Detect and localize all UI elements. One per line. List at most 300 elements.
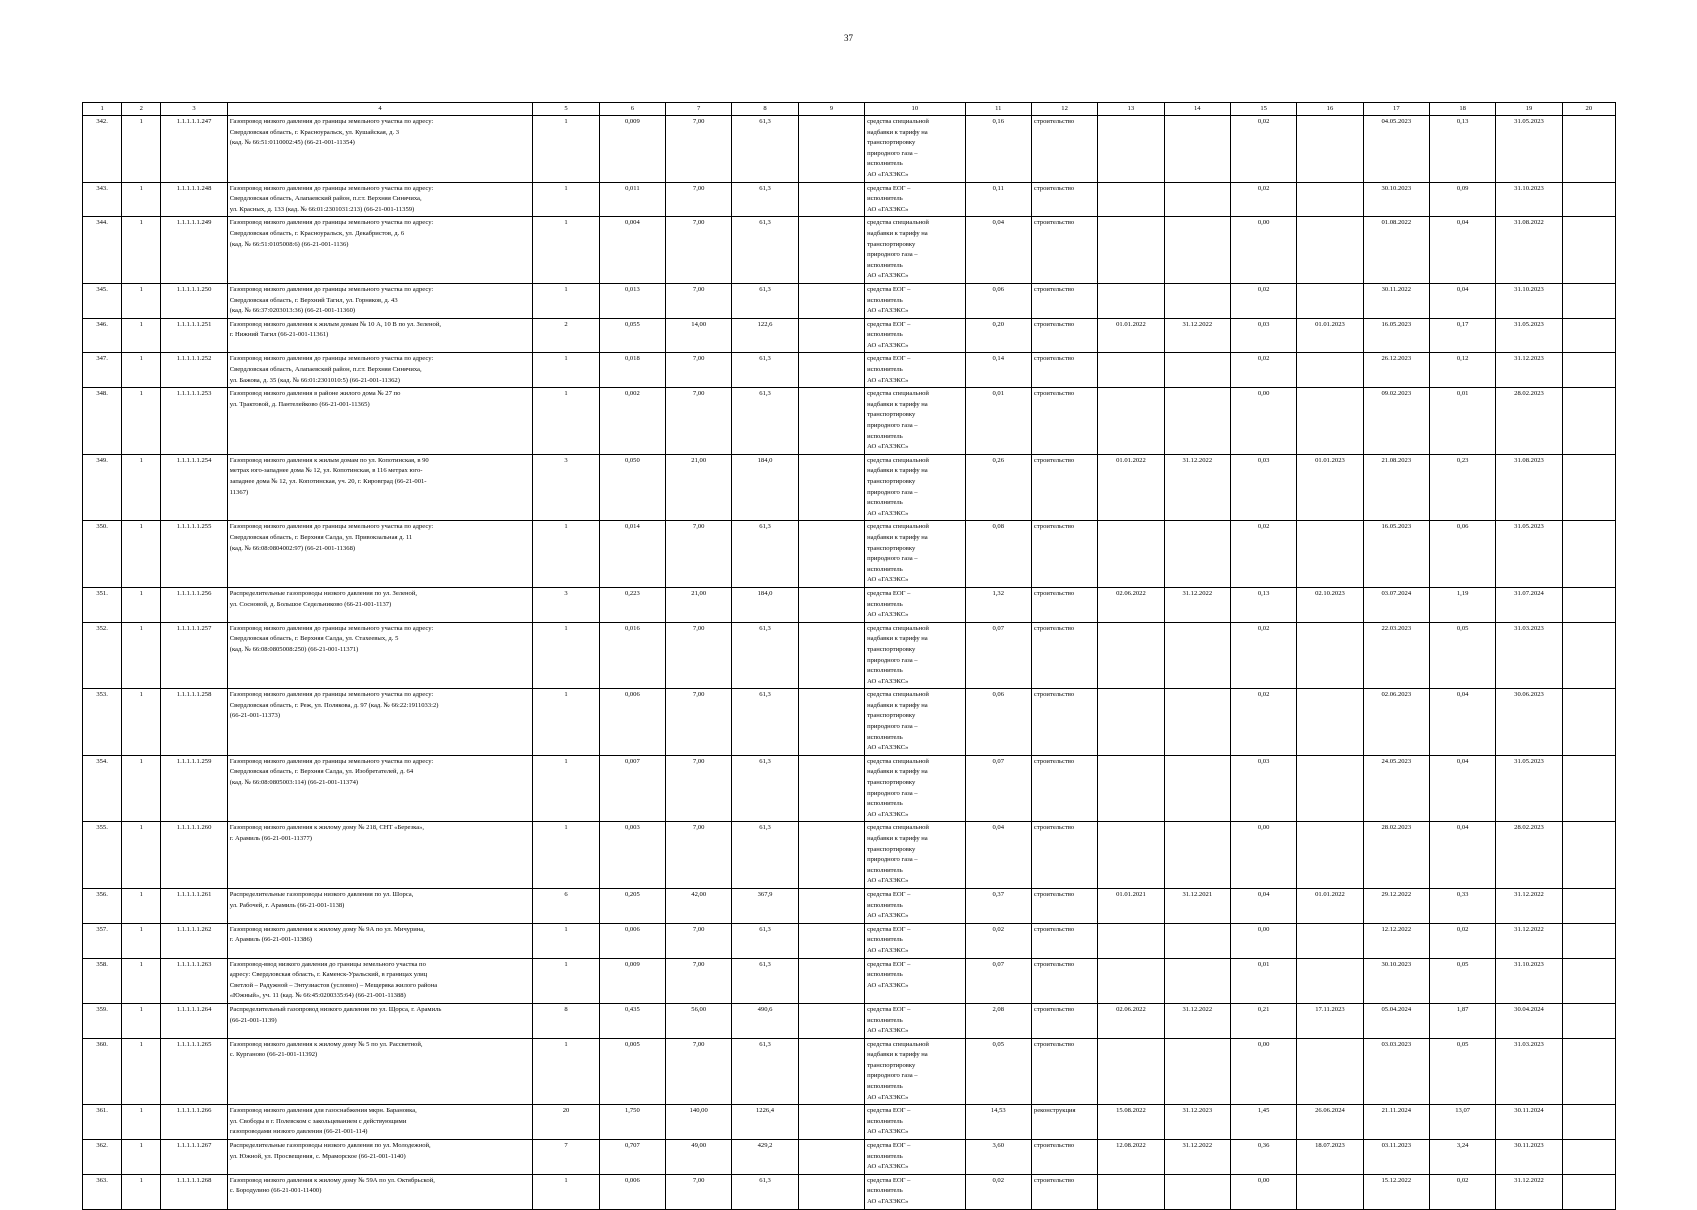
column-8-cell: 122,6	[732, 318, 798, 353]
column-8-cell: 490,6	[732, 1003, 798, 1038]
cost-cell: 3,60	[965, 1140, 1031, 1175]
object-description-line: Газопровод низкого давления до границы земельного участка по адресу:	[229, 184, 434, 192]
column-5-cell: 1	[533, 353, 599, 388]
commissioning-date-cell: 30.06.2023	[1496, 689, 1562, 756]
funding-source-line: исполнитель	[867, 499, 903, 507]
length-cell: 0,011	[599, 182, 665, 217]
column-9-cell	[798, 689, 864, 756]
row-number-cell: 357.	[83, 923, 122, 958]
funding-source-line: природного газа –	[867, 422, 918, 430]
table-row	[83, 689, 1616, 756]
table-row	[83, 1105, 1616, 1140]
funding-source-cell	[865, 116, 966, 183]
object-description-line: ул. Свободы в г. Полевском с закольцеванием с действующими	[229, 1117, 407, 1125]
object-code-cell: 1.1.1.1.1.255	[161, 521, 227, 588]
construction-start-cell: 18.07.2023	[1297, 1140, 1363, 1175]
column-7-cell: 21,00	[666, 587, 732, 622]
object-code-cell: 1.1.1.1.1.252	[161, 353, 227, 388]
column-20-cell	[1562, 217, 1615, 284]
construction-start-cell: 26.06.2024	[1297, 1105, 1363, 1140]
design-start-cell	[1098, 116, 1164, 183]
table-row	[83, 755, 1616, 822]
table-row	[83, 318, 1616, 353]
design-start-cell	[1098, 958, 1164, 1003]
commissioning-date-cell: 31.05.2023	[1496, 755, 1562, 822]
commissioning-date-cell: 31.10.2023	[1496, 182, 1562, 217]
object-code-cell: 1.1.1.1.1.247	[161, 116, 227, 183]
object-code-cell: 1.1.1.1.1.266	[161, 1105, 227, 1140]
table-row	[83, 353, 1616, 388]
column-20-cell	[1562, 755, 1615, 822]
object-description-line: Распределительные газопроводы низкого давления по ул. Шорса,	[229, 890, 414, 898]
column-2-cell: 1	[122, 217, 161, 284]
funding-source-line: исполнитель	[867, 733, 903, 741]
object-description-line: Газопровод низкого давления к жилому дому № 218, СНТ «Березка»,	[229, 824, 425, 832]
column-2-cell: 1	[122, 1003, 161, 1038]
construction-cost-cell: 0,06	[1429, 521, 1495, 588]
column-9-cell	[798, 283, 864, 318]
column-number-cell: 8	[732, 103, 798, 116]
column-number-cell: 19	[1496, 103, 1562, 116]
table-row	[83, 283, 1616, 318]
table-row	[83, 217, 1616, 284]
object-description-line: Свердловская область, г. Реж, ул. Полякова, д. 97 (кад. № 66:22:1911033:2)	[229, 701, 439, 709]
construction-cost-cell: 0,17	[1429, 318, 1495, 353]
design-start-cell	[1098, 1174, 1164, 1209]
cost-cell: 0,06	[965, 689, 1031, 756]
column-8-cell: 61,3	[732, 958, 798, 1003]
design-cost-cell: 0,13	[1230, 587, 1296, 622]
object-description-cell	[227, 353, 533, 388]
construction-start-cell	[1297, 1174, 1363, 1209]
column-7-cell: 7,00	[666, 958, 732, 1003]
column-8-cell: 1226,4	[732, 1105, 798, 1140]
commissioning-date-cell: 31.03.2023	[1496, 622, 1562, 689]
design-end-cell	[1164, 923, 1230, 958]
commissioning-date-cell: 31.12.2022	[1496, 1174, 1562, 1209]
object-description-line: «Южный», уч. 11 (кад. № 66:45:0200335:64) (66-21-001-11388)	[229, 992, 406, 1000]
column-9-cell	[798, 622, 864, 689]
funding-source-cell	[865, 521, 966, 588]
column-number-cell: 5	[533, 103, 599, 116]
design-cost-cell: 0,03	[1230, 454, 1296, 521]
construction-start-cell	[1297, 755, 1363, 822]
object-description-line: метрах юго-западнее дома № 12, ул. Копотинская, в 116 метрах юго-	[229, 467, 423, 475]
object-code-cell: 1.1.1.1.1.260	[161, 822, 227, 889]
object-description-line: Свердловская область, г. Верхний Тагил, ул. Горняков, д. 43	[229, 296, 398, 304]
object-description-cell	[227, 116, 533, 183]
commissioning-date-cell: 30.04.2024	[1496, 1003, 1562, 1038]
construction-end-cell: 03.07.2024	[1363, 587, 1429, 622]
object-description-cell	[227, 622, 533, 689]
design-start-cell	[1098, 182, 1164, 217]
row-number-cell: 348.	[83, 388, 122, 455]
object-code-cell: 1.1.1.1.1.267	[161, 1140, 227, 1175]
funding-source-line: природного газа –	[867, 555, 918, 563]
construction-start-cell	[1297, 283, 1363, 318]
column-9-cell	[798, 454, 864, 521]
column-number-cell: 11	[965, 103, 1031, 116]
construction-cost-cell: 0,04	[1429, 283, 1495, 318]
design-start-cell	[1098, 822, 1164, 889]
column-9-cell	[798, 587, 864, 622]
row-number-cell: 361.	[83, 1105, 122, 1140]
funding-source-line: средства специальной	[867, 118, 929, 125]
column-5-cell: 1	[533, 958, 599, 1003]
funding-source-line: природного газа –	[867, 1072, 918, 1080]
funding-source-line: средства специальной	[867, 390, 929, 398]
column-number-cell: 4	[227, 103, 533, 116]
column-5-cell: 1	[533, 182, 599, 217]
construction-end-cell: 05.04.2024	[1363, 1003, 1429, 1038]
column-8-cell: 184,0	[732, 587, 798, 622]
funding-source-line: исполнитель	[867, 296, 903, 304]
object-description-cell	[227, 454, 533, 521]
cost-cell: 0,05	[965, 1038, 1031, 1105]
construction-start-cell: 02.10.2023	[1297, 587, 1363, 622]
column-5-cell: 7	[533, 1140, 599, 1175]
funding-source-line: АО «ГАЗЭКС»	[867, 677, 909, 685]
column-8-cell: 61,3	[732, 755, 798, 822]
funding-source-line: транспортировку	[867, 240, 916, 248]
row-number-cell: 352.	[83, 622, 122, 689]
funding-source-line: средства специальной	[867, 219, 929, 227]
funding-source-cell	[865, 888, 966, 923]
commissioning-date-cell: 28.02.2023	[1496, 822, 1562, 889]
column-number-cell: 20	[1562, 103, 1615, 116]
funding-source-line: исполнитель	[867, 1152, 903, 1160]
column-2-cell: 1	[122, 116, 161, 183]
column-number-cell: 1	[83, 103, 122, 116]
row-number-cell: 363.	[83, 1174, 122, 1209]
funding-source-line: природного газа –	[867, 149, 918, 157]
design-end-cell	[1164, 182, 1230, 217]
work-type-cell: реконструкция	[1031, 1105, 1097, 1140]
funding-source-cell	[865, 217, 966, 284]
construction-cost-cell: 0,05	[1429, 622, 1495, 689]
construction-start-cell	[1297, 822, 1363, 889]
column-9-cell	[798, 217, 864, 284]
funding-source-line: АО «ГАЗЭКС»	[867, 744, 909, 752]
column-7-cell: 7,00	[666, 923, 732, 958]
column-7-cell: 42,00	[666, 888, 732, 923]
object-description-cell	[227, 1105, 533, 1140]
object-description-line: Газопровод низкого давления до границы земельного участка по адресу:	[229, 757, 434, 765]
table-row	[83, 116, 1616, 183]
column-2-cell: 1	[122, 587, 161, 622]
object-description-line: г. Арамиль (66-21-001-11377)	[229, 835, 312, 842]
column-7-cell: 56,00	[666, 1003, 732, 1038]
funding-source-line: средства ЕОГ –	[867, 1107, 911, 1115]
object-description-cell	[227, 755, 533, 822]
object-code-cell: 1.1.1.1.1.256	[161, 587, 227, 622]
construction-cost-cell: 0,13	[1429, 116, 1495, 183]
funding-source-line: средства специальной	[867, 624, 929, 632]
object-description-line: (кад. № 66:08:0804002:97) (66-21-001-11368)	[229, 544, 356, 552]
funding-source-line: исполнитель	[867, 261, 903, 269]
column-2-cell: 1	[122, 822, 161, 889]
construction-end-cell: 01.08.2022	[1363, 217, 1429, 284]
column-20-cell	[1562, 182, 1615, 217]
length-cell: 0,002	[599, 388, 665, 455]
design-start-cell: 15.08.2022	[1098, 1105, 1164, 1140]
funding-source-line: средства ЕОГ –	[867, 589, 911, 597]
object-description-line: с. Курганово (66-21-001-11392)	[229, 1051, 318, 1059]
column-20-cell	[1562, 116, 1615, 183]
work-type-cell: строительство	[1031, 923, 1097, 958]
work-type-cell: строительство	[1031, 822, 1097, 889]
column-2-cell: 1	[122, 923, 161, 958]
table-row	[83, 622, 1616, 689]
object-description-line: Газопровод низкого давления к жилому дому № 59А по ул. Октябрьской,	[229, 1176, 435, 1184]
object-description-line: (кад. № 66:08:0805003:114) (66-21-001-11374)	[229, 779, 359, 787]
funding-source-line: исполнитель	[867, 1117, 903, 1125]
table-row	[83, 1140, 1616, 1175]
column-5-cell: 2	[533, 318, 599, 353]
cost-cell: 1,32	[965, 587, 1031, 622]
column-8-cell: 429,2	[732, 1140, 798, 1175]
column-number-cell: 7	[666, 103, 732, 116]
row-number-cell: 354.	[83, 755, 122, 822]
object-description-cell	[227, 1140, 533, 1175]
object-description-line: Светлой – Радужной – Энтузиастов (условно) – Мещеряка жилого района	[229, 981, 438, 989]
row-number-cell: 359.	[83, 1003, 122, 1038]
column-number-cell: 6	[599, 103, 665, 116]
length-cell: 0,005	[599, 1038, 665, 1105]
funding-source-cell	[865, 923, 966, 958]
funding-source-cell	[865, 388, 966, 455]
funding-source-line: АО «ГАЗЭКС»	[867, 810, 909, 818]
funding-source-cell	[865, 689, 966, 756]
funding-source-cell	[865, 1038, 966, 1105]
funding-source-line: природного газа –	[867, 789, 918, 797]
construction-end-cell: 28.02.2023	[1363, 822, 1429, 889]
funding-source-line: природного газа –	[867, 488, 918, 496]
object-description-line: Газопровод низкого давления для газоснабжения мкрн. Барановка,	[229, 1107, 417, 1115]
design-end-cell	[1164, 1038, 1230, 1105]
funding-source-line: транспортировку	[867, 139, 916, 147]
design-start-cell: 02.06.2022	[1098, 587, 1164, 622]
length-cell: 0,223	[599, 587, 665, 622]
column-20-cell	[1562, 822, 1615, 889]
design-start-cell	[1098, 622, 1164, 689]
column-number-cell: 18	[1429, 103, 1495, 116]
object-description-line: с. Бородулино (66-21-001-11400)	[229, 1187, 322, 1195]
column-2-cell: 1	[122, 622, 161, 689]
table-row	[83, 822, 1616, 889]
column-7-cell: 14,00	[666, 318, 732, 353]
construction-start-cell	[1297, 958, 1363, 1003]
design-end-cell	[1164, 217, 1230, 284]
construction-end-cell: 16.05.2023	[1363, 521, 1429, 588]
construction-start-cell	[1297, 217, 1363, 284]
column-number-cell: 17	[1363, 103, 1429, 116]
design-end-cell	[1164, 689, 1230, 756]
funding-source-line: средства специальной	[867, 824, 929, 832]
work-type-cell: строительство	[1031, 1003, 1097, 1038]
column-7-cell: 140,00	[666, 1105, 732, 1140]
design-cost-cell: 0,02	[1230, 521, 1296, 588]
design-end-cell	[1164, 622, 1230, 689]
column-8-cell: 61,3	[732, 283, 798, 318]
column-8-cell: 184,0	[732, 454, 798, 521]
table-row	[83, 587, 1616, 622]
construction-end-cell: 21.11.2024	[1363, 1105, 1429, 1140]
cost-cell: 0,26	[965, 454, 1031, 521]
commissioning-date-cell: 31.08.2022	[1496, 217, 1562, 284]
length-cell: 0,014	[599, 521, 665, 588]
construction-start-cell	[1297, 182, 1363, 217]
design-cost-cell: 0,00	[1230, 923, 1296, 958]
design-end-cell	[1164, 755, 1230, 822]
object-description-line: (66-21-001-11373)	[229, 712, 281, 720]
column-8-cell: 61,3	[732, 388, 798, 455]
construction-cost-cell: 0,04	[1429, 822, 1495, 889]
column-20-cell	[1562, 1038, 1615, 1105]
funding-source-cell	[865, 822, 966, 889]
work-type-cell: строительство	[1031, 622, 1097, 689]
column-2-cell: 1	[122, 888, 161, 923]
table-row	[83, 888, 1616, 923]
funding-source-line: АО «ГАЗЭКС»	[867, 946, 909, 954]
object-code-cell: 1.1.1.1.1.248	[161, 182, 227, 217]
funding-source-line: природного газа –	[867, 856, 918, 864]
object-code-cell: 1.1.1.1.1.251	[161, 318, 227, 353]
column-2-cell: 1	[122, 182, 161, 217]
object-description-cell	[227, 587, 533, 622]
column-8-cell: 61,3	[732, 182, 798, 217]
funding-source-line: средства специальной	[867, 757, 929, 765]
object-code-cell: 1.1.1.1.1.263	[161, 958, 227, 1003]
column-5-cell: 1	[533, 822, 599, 889]
funding-source-line: исполнитель	[867, 432, 903, 440]
design-cost-cell: 0,00	[1230, 822, 1296, 889]
work-type-cell: строительство	[1031, 318, 1097, 353]
design-end-cell: 31.12.2021	[1164, 888, 1230, 923]
row-number-cell: 347.	[83, 353, 122, 388]
object-description-cell	[227, 1038, 533, 1105]
object-description-cell	[227, 182, 533, 217]
work-type-cell: строительство	[1031, 116, 1097, 183]
funding-source-line: исполнитель	[867, 600, 903, 608]
construction-end-cell: 29.12.2022	[1363, 888, 1429, 923]
design-end-cell: 31.12.2023	[1164, 1105, 1230, 1140]
cost-cell: 0,16	[965, 116, 1031, 183]
construction-cost-cell: 1,87	[1429, 1003, 1495, 1038]
funding-source-line: средства специальной	[867, 691, 929, 699]
column-2-cell: 1	[122, 1174, 161, 1209]
column-9-cell	[798, 388, 864, 455]
length-cell: 0,205	[599, 888, 665, 923]
column-2-cell: 1	[122, 388, 161, 455]
column-20-cell	[1562, 1003, 1615, 1038]
length-cell: 0,707	[599, 1140, 665, 1175]
column-20-cell	[1562, 454, 1615, 521]
work-type-cell: строительство	[1031, 283, 1097, 318]
funding-source-line: надбавки к тарифу на	[867, 467, 928, 475]
construction-end-cell: 24.05.2023	[1363, 755, 1429, 822]
object-description-line: Газопровод низкого давления до границы земельного участка по адресу:	[229, 118, 434, 125]
column-20-cell	[1562, 1105, 1615, 1140]
design-cost-cell: 0,00	[1230, 388, 1296, 455]
column-2-cell: 1	[122, 1038, 161, 1105]
design-cost-cell: 0,02	[1230, 116, 1296, 183]
design-cost-cell: 0,03	[1230, 318, 1296, 353]
work-type-cell: строительство	[1031, 454, 1097, 521]
funding-source-line: исполнитель	[867, 971, 903, 979]
object-description-line: Свердловская область, г. Верхняя Салда, ул. Изобретателей, д. 64	[229, 768, 414, 776]
work-type-cell: строительство	[1031, 587, 1097, 622]
work-type-cell: строительство	[1031, 958, 1097, 1003]
commissioning-date-cell: 31.08.2023	[1496, 454, 1562, 521]
column-number-cell: 14	[1164, 103, 1230, 116]
object-description-cell	[227, 1174, 533, 1209]
row-number-cell: 353.	[83, 689, 122, 756]
object-description-line: Свердловская область, г. Красноуральск, ул. Декабристов, д. 6	[229, 229, 405, 237]
column-7-cell: 7,00	[666, 521, 732, 588]
column-8-cell: 61,3	[732, 622, 798, 689]
column-number-cell: 12	[1031, 103, 1097, 116]
row-number-cell: 351.	[83, 587, 122, 622]
object-description-line: адресу: Свердловская область, г. Каменск-Уральский, в границах улиц	[229, 971, 428, 979]
row-number-cell: 358.	[83, 958, 122, 1003]
object-description-line: ул. Рабочей, г. Арамиль (66-21-001-1138)	[229, 901, 345, 909]
funding-source-line: АО «ГАЗЭКС»	[867, 1163, 909, 1171]
cost-cell: 0,14	[965, 353, 1031, 388]
funding-source-cell	[865, 1105, 966, 1140]
funding-source-line: исполнитель	[867, 331, 903, 339]
column-7-cell: 7,00	[666, 116, 732, 183]
column-5-cell: 1	[533, 521, 599, 588]
column-5-cell: 1	[533, 923, 599, 958]
object-code-cell: 1.1.1.1.1.264	[161, 1003, 227, 1038]
object-description-line: газопроводами низкого давления (66-21-001-114)	[229, 1128, 368, 1136]
design-start-cell	[1098, 217, 1164, 284]
column-8-cell: 61,3	[732, 689, 798, 756]
funding-source-line: АО «ГАЗЭКС»	[867, 443, 909, 451]
column-7-cell: 7,00	[666, 283, 732, 318]
funding-source-line: средства ЕОГ –	[867, 285, 911, 293]
cost-cell: 0,11	[965, 182, 1031, 217]
construction-end-cell: 30.10.2023	[1363, 958, 1429, 1003]
funding-source-line: транспортировку	[867, 712, 916, 720]
design-cost-cell: 0,02	[1230, 353, 1296, 388]
column-9-cell	[798, 182, 864, 217]
design-cost-cell: 0,21	[1230, 1003, 1296, 1038]
column-8-cell: 61,3	[732, 1038, 798, 1105]
commissioning-date-cell: 31.03.2023	[1496, 1038, 1562, 1105]
column-8-cell: 61,3	[732, 116, 798, 183]
object-description-line: Газопровод низкого давления до границы земельного участка по адресу:	[229, 691, 434, 699]
column-number-cell: 3	[161, 103, 227, 116]
funding-source-cell	[865, 318, 966, 353]
funding-source-line: средства ЕОГ –	[867, 1005, 911, 1013]
cost-cell: 0,07	[965, 622, 1031, 689]
construction-end-cell: 04.05.2023	[1363, 116, 1429, 183]
commissioning-date-cell: 30.11.2023	[1496, 1140, 1562, 1175]
funding-source-line: транспортировку	[867, 645, 916, 653]
object-description-line: (кад. № 66:51:0110002:45) (66-21-001-11354)	[229, 139, 355, 147]
object-code-cell: 1.1.1.1.1.261	[161, 888, 227, 923]
cost-cell: 0,06	[965, 283, 1031, 318]
object-description-line: г. Нижний Тагил (66-21-001-11361)	[229, 331, 329, 339]
funding-source-line: исполнитель	[867, 565, 903, 573]
funding-source-cell	[865, 622, 966, 689]
column-7-cell: 7,00	[666, 689, 732, 756]
funding-source-line: АО «ГАЗЭКС»	[867, 981, 909, 989]
column-8-cell: 61,3	[732, 822, 798, 889]
work-type-cell: строительство	[1031, 1174, 1097, 1209]
